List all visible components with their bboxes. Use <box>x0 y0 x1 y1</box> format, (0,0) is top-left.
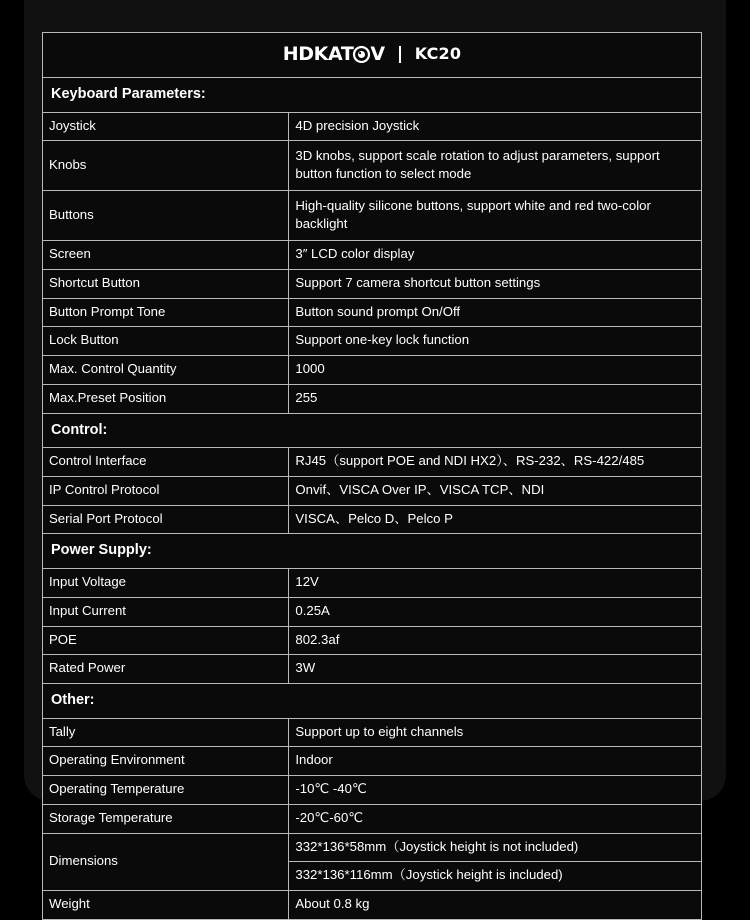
brand-logo <box>283 41 461 68</box>
section-header-power-supply <box>43 534 702 569</box>
row-label: Input Voltage <box>43 569 289 598</box>
row-label: Button Prompt Tone <box>43 298 289 327</box>
row-label: Weight <box>43 890 289 919</box>
row-label: Max. Control Quantity <box>43 356 289 385</box>
table-row <box>43 241 702 270</box>
table-row <box>43 356 702 385</box>
row-value: Support 7 camera shortcut button settings <box>289 270 702 299</box>
row-value: Onvif、VISCA Over IP、VISCA TCP、NDI <box>289 477 702 506</box>
row-label: Tally <box>43 718 289 747</box>
table-row <box>43 112 702 141</box>
table-row <box>43 191 702 241</box>
table-row <box>43 384 702 413</box>
row-label: IP Control Protocol <box>43 477 289 506</box>
row-label: Storage Temperature <box>43 804 289 833</box>
table-row <box>43 270 702 299</box>
row-label: Shortcut Button <box>43 270 289 299</box>
row-value: -20℃-60℃ <box>289 804 702 833</box>
table-row <box>43 327 702 356</box>
row-label: Dimensions <box>43 833 289 890</box>
row-value: 3″ LCD color display <box>289 241 702 270</box>
row-value: Button sound prompt On/Off <box>289 298 702 327</box>
row-label: Joystick <box>43 112 289 141</box>
section-header-control <box>43 413 702 448</box>
specification-table <box>42 32 702 920</box>
row-value: 255 <box>289 384 702 413</box>
section-header-other <box>43 683 702 718</box>
row-value: High-quality silicone buttons, support white and red two-color backlight <box>289 191 702 241</box>
product-model: KC20 <box>414 44 462 64</box>
row-value: 802.3af <box>289 626 702 655</box>
table-row-dimensions-1 <box>43 833 702 862</box>
row-value: 0.25A <box>289 597 702 626</box>
table-row <box>43 477 702 506</box>
brand-separator <box>399 46 401 63</box>
table-row <box>43 569 702 598</box>
row-label: Operating Temperature <box>43 776 289 805</box>
table-row <box>43 655 702 684</box>
row-value: 1000 <box>289 356 702 385</box>
section-title: Control: <box>43 413 702 448</box>
camera-icon <box>353 46 370 63</box>
row-value: 3D knobs, support scale rotation to adjust parameters, support button function to select mode <box>289 141 702 191</box>
row-label: Serial Port Protocol <box>43 505 289 534</box>
table-row <box>43 718 702 747</box>
table-row <box>43 776 702 805</box>
row-label: Buttons <box>43 191 289 241</box>
section-title: Other: <box>43 683 702 718</box>
row-value: RJ45（support POE and NDI HX2）、RS-232、RS-422/485 <box>289 448 702 477</box>
row-value: 332*136*58mm（Joystick height is not included) <box>289 833 702 862</box>
row-value: 12V <box>289 569 702 598</box>
brand-name-part1: HDKAT <box>282 43 354 65</box>
row-value: VISCA、Pelco D、Pelco P <box>289 505 702 534</box>
section-title: Power Supply: <box>43 534 702 569</box>
row-label: Control Interface <box>43 448 289 477</box>
row-label: Lock Button <box>43 327 289 356</box>
brand-header-cell <box>43 33 702 78</box>
row-value: Support one-key lock function <box>289 327 702 356</box>
row-label: Input Current <box>43 597 289 626</box>
table-row <box>43 804 702 833</box>
row-label: Screen <box>43 241 289 270</box>
table-row <box>43 505 702 534</box>
table-row <box>43 448 702 477</box>
table-row <box>43 626 702 655</box>
row-label: Knobs <box>43 141 289 191</box>
row-value: -10℃ -40℃ <box>289 776 702 805</box>
table-row <box>43 141 702 191</box>
row-label: Rated Power <box>43 655 289 684</box>
table-row <box>43 890 702 919</box>
spec-table-body <box>43 33 702 920</box>
table-row <box>43 597 702 626</box>
section-title: Keyboard Parameters: <box>43 77 702 112</box>
brand-header-row <box>43 33 702 78</box>
row-label: Operating Environment <box>43 747 289 776</box>
row-value: About 0.8 kg <box>289 890 702 919</box>
table-row <box>43 747 702 776</box>
row-value: 4D precision Joystick <box>289 112 702 141</box>
row-label: Max.Preset Position <box>43 384 289 413</box>
row-value-secondary: 332*136*116mm（Joystick height is included) <box>289 862 702 891</box>
section-header-keyboard-parameters <box>43 77 702 112</box>
row-label: POE <box>43 626 289 655</box>
row-value: 3W <box>289 655 702 684</box>
brand-name-part2: V <box>370 43 385 65</box>
row-value: Support up to eight channels <box>289 718 702 747</box>
table-row <box>43 298 702 327</box>
row-value: Indoor <box>289 747 702 776</box>
